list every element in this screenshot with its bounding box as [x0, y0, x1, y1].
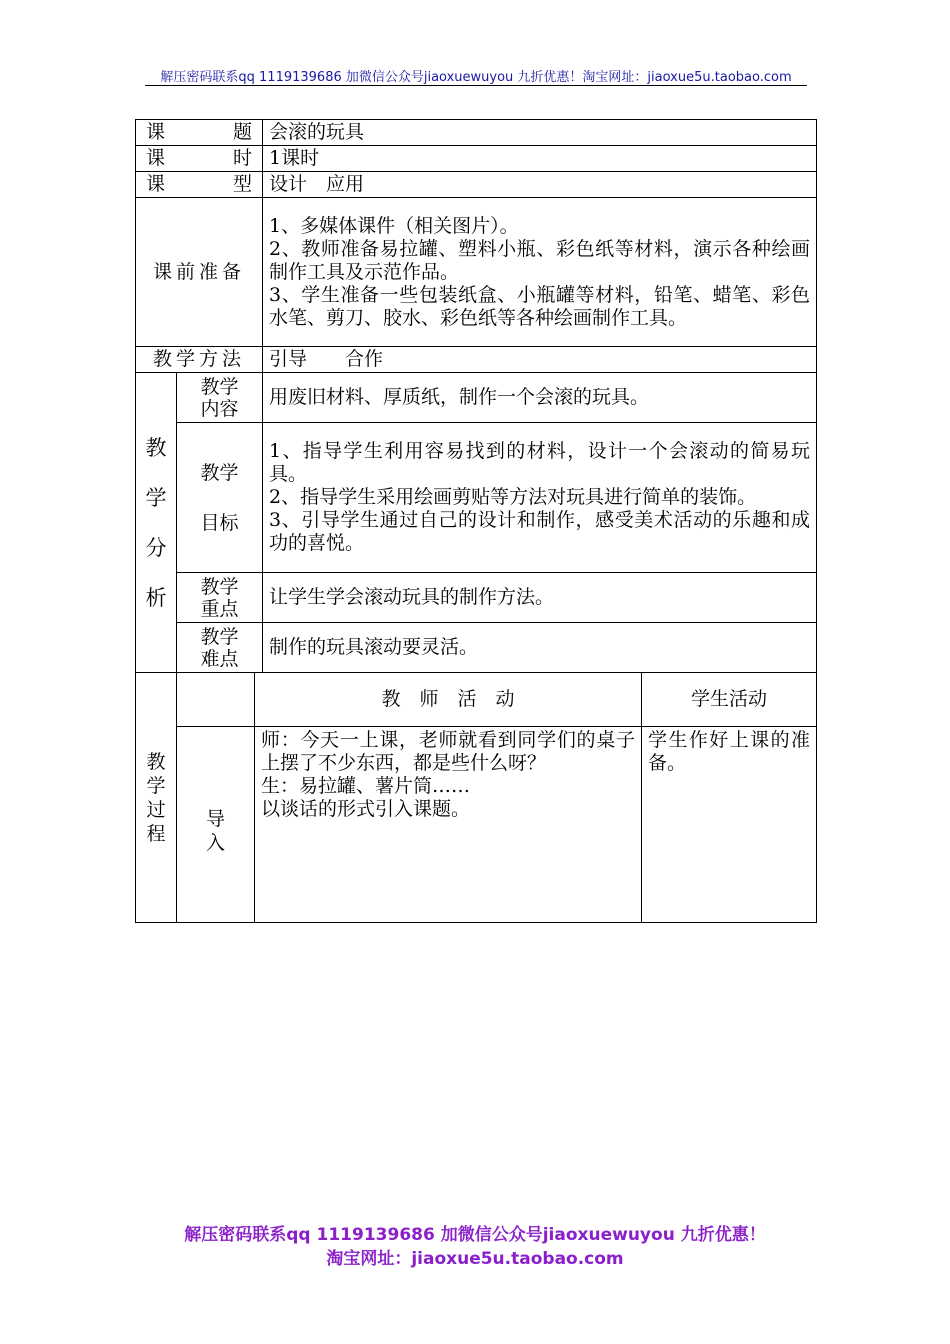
difficulty-label [177, 623, 263, 673]
process-label-text: 教学过程 [146, 750, 166, 845]
teacher-activity-content [255, 727, 642, 923]
goal-item: 3、引导学生通过自己的设计和制作，感受美术活动的乐趣和成功的喜悦。 [269, 509, 811, 554]
period-value: 1课时 [263, 146, 817, 172]
process-blank-header [177, 673, 255, 727]
teacher-activity-header: 教 师 活 动 [255, 673, 642, 727]
analysis-label [136, 373, 177, 673]
difficulty-label-text: 教学难点 [200, 625, 239, 670]
content-label [177, 373, 263, 423]
teacher-line: 师：今天一上课，老师就看到同学们的桌子上摆了不少东西，都是些什么呀？ [261, 729, 636, 774]
method-label: 教学方法 [136, 347, 263, 373]
goal-content [263, 423, 817, 573]
goal-item: 2、指导学生采用绘画剪贴等方法对玩具进行简单的装饰。 [269, 486, 757, 508]
header-rule [145, 85, 807, 86]
difficulty-value: 制作的玩具滚动要灵活。 [263, 623, 817, 673]
lesson-plan-table [135, 119, 817, 923]
prep-item: 1、多媒体课件（相关图片）。 [269, 214, 519, 237]
type-label: 课 型 [136, 172, 263, 198]
key-value: 让学生学会滚动玩具的制作方法。 [263, 573, 817, 623]
student-activity-content: 学生作好上课的准备。 [642, 727, 817, 923]
student-activity-header: 学生活动 [642, 673, 817, 727]
content-label-text: 教学内容 [200, 375, 239, 420]
type-value: 设计 应用 [263, 172, 817, 198]
key-label [177, 573, 263, 623]
prep-item: 2、教师准备易拉罐、塑料小瓶、彩色纸等材料，演示各种绘画制作工具及示范作品。 [269, 237, 811, 283]
intro-label-text: 导入 [205, 808, 225, 854]
topic-value: 会滚的玩具 [263, 120, 817, 146]
prep-item: 3、学生准备一些包装纸盒、小瓶罐等材料，铅笔、蜡笔、彩色水笔、剪刀、胶水、彩色纸等各种绘画制作工具。 [269, 283, 811, 329]
prep-label: 课前准备 [136, 198, 263, 347]
key-label-text: 教学重点 [200, 575, 239, 620]
footer-line-1: 解压密码联系qq 1119139686 加微信公众号jiaoxuewuyou 九折优惠！ [184, 1225, 766, 1245]
teacher-line: 生：易拉罐、薯片筒…… [261, 775, 471, 797]
footer-line-2: 淘宝网址：jiaoxue5u.taobao.com [326, 1249, 624, 1269]
goal-label-text: 教学目标 [200, 461, 239, 534]
intro-label [177, 727, 255, 923]
method-value: 引导 合作 [263, 347, 817, 373]
goal-item: 1、指导学生利用容易找到的材料，设计一个会滚动的简易玩具。 [269, 440, 811, 485]
content-value: 用废旧材料、厚质纸，制作一个会滚的玩具。 [263, 373, 817, 423]
process-label [136, 673, 177, 923]
header-contact-line: 解压密码联系qq 1119139686 加微信公众号jiaoxuewuyou 九折优惠！淘宝网址：jiaoxue5u.taobao.com [160, 70, 792, 85]
prep-content [263, 198, 817, 347]
analysis-label-text: 教学分析 [145, 435, 167, 610]
topic-label: 课 题 [136, 120, 263, 146]
period-label: 课 时 [136, 146, 263, 172]
goal-label [177, 423, 263, 573]
teacher-line: 以谈话的形式引入课题。 [261, 798, 471, 820]
